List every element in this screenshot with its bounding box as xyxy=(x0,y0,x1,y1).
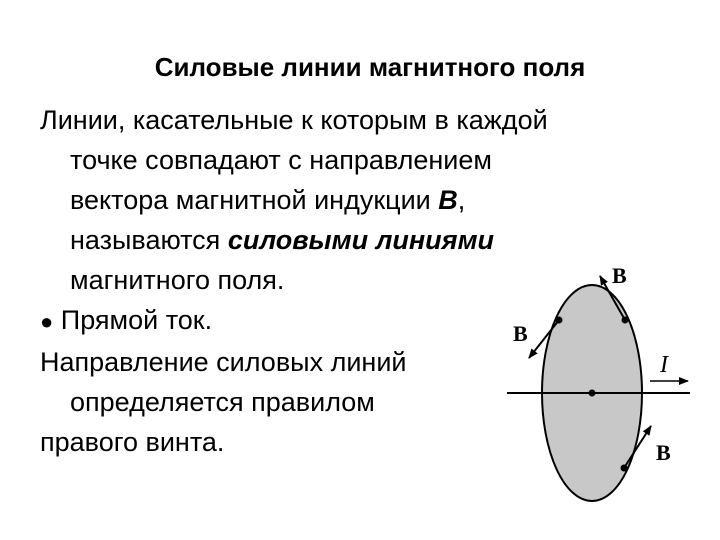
bullet-text: Прямой ток. xyxy=(53,305,213,335)
induction-symbol: B xyxy=(438,185,458,215)
label-current: I xyxy=(660,352,668,378)
definition-line-3-suffix: , xyxy=(457,185,466,215)
definition-line-3-text: вектора магнитной индукции xyxy=(70,185,439,215)
definition-line-4-text: называются xyxy=(70,225,228,255)
definition-line-5: магнитного поля. xyxy=(70,265,285,295)
definition-line-1: Линии, касательные к которым в каждой xyxy=(40,105,548,135)
rule-line-2: определяется правилом xyxy=(70,387,375,417)
definition-line-2: точке совпадают с направлением xyxy=(70,145,492,175)
label-b-bottom: B xyxy=(656,440,671,465)
term-emphasis: силовыми линиями xyxy=(227,225,495,255)
label-b-left: B xyxy=(513,321,528,346)
bullet-marker: ● xyxy=(40,309,54,334)
page-title: Силовые линии магнитного поля xyxy=(154,52,586,82)
wire-point xyxy=(589,390,596,397)
rule-line-3: правого винта. xyxy=(40,427,225,457)
rule-line-1: Направление силовых линий xyxy=(40,347,407,377)
label-b-top: B xyxy=(612,263,627,288)
